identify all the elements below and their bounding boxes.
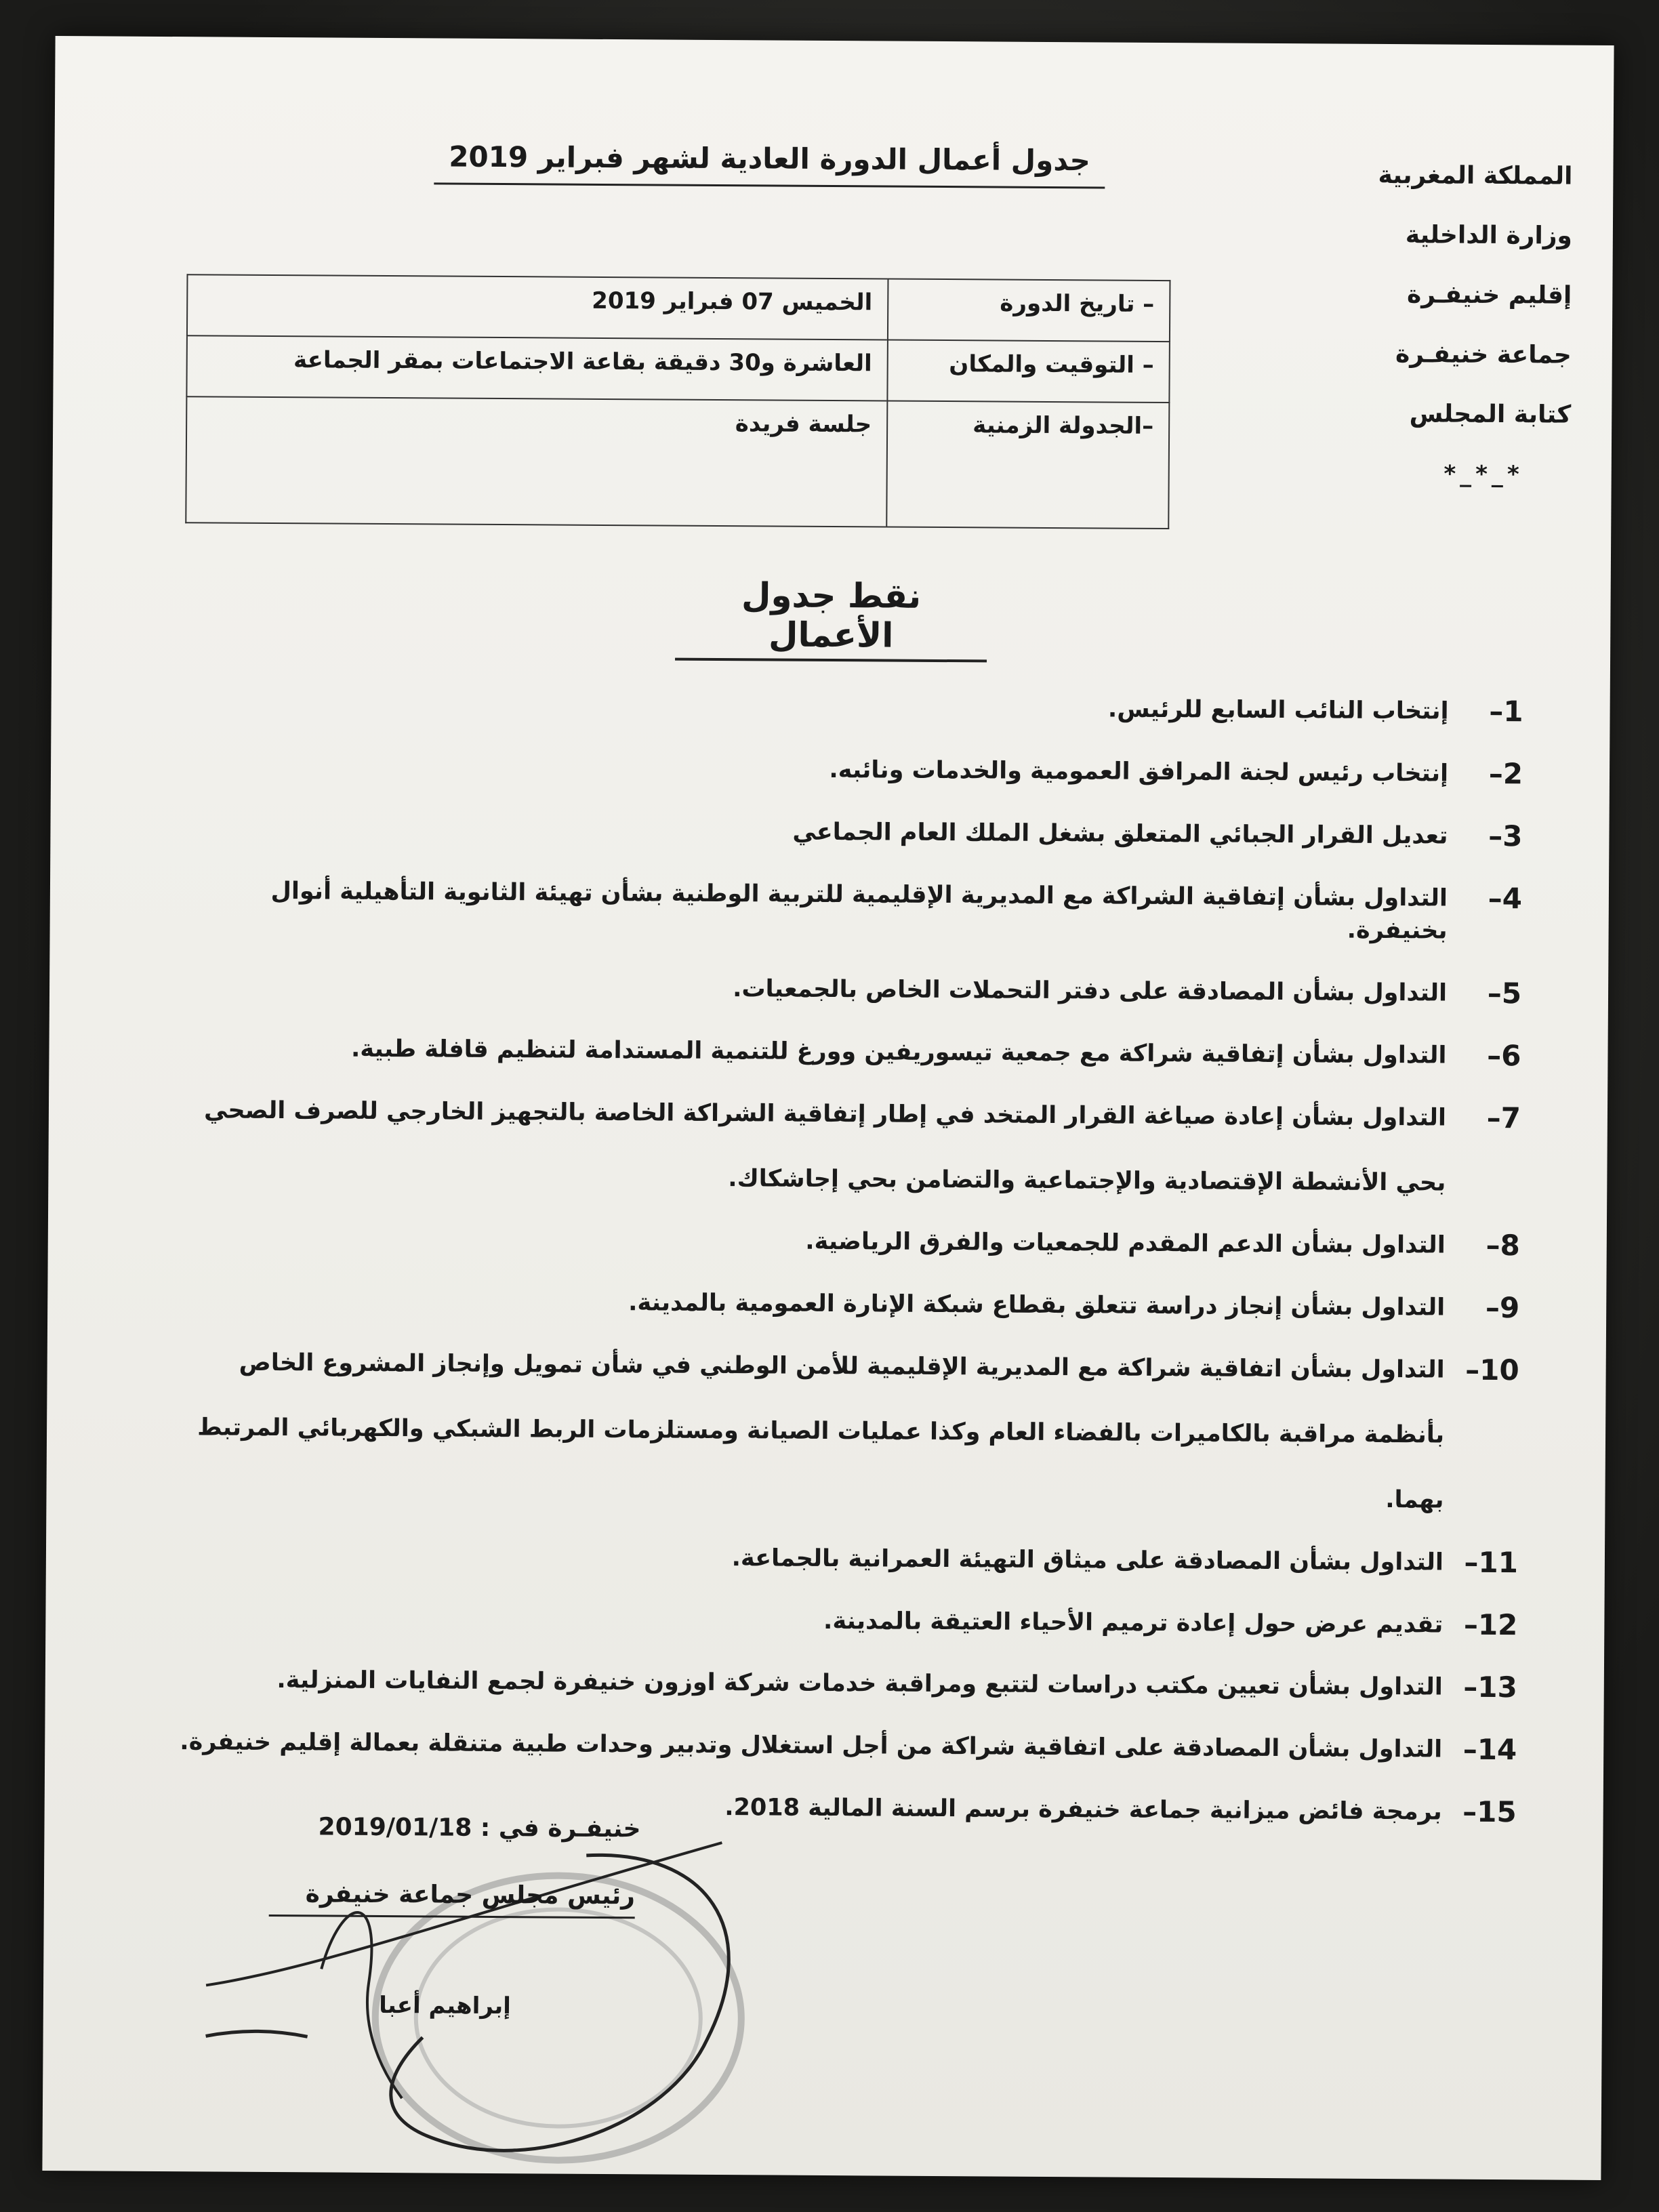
table-row [186, 335, 1170, 403]
document-page [42, 36, 1614, 2180]
item-text: التداول بشأن المصادقة على دفتر التحملات الخاص بالجمعيات. [733, 975, 1448, 1007]
list-item [164, 1284, 1519, 1324]
list-item [163, 1538, 1518, 1579]
item-text: التداول بشأن تعيين مكتب دراسات لتتبع ومراقبة خدمات شركة اوزون خنيفرة لجمع النفايات المنزلية. [276, 1666, 1443, 1701]
item-number: 5– [1487, 976, 1522, 1010]
administrative-header [1326, 145, 1572, 504]
info-label: –الجدولة الزمنية [886, 401, 1169, 529]
item-number: 1– [1489, 694, 1523, 729]
item-text: التداول بشأن إتفاقية الشراكة مع المديرية الإقليمية للتربية الوطنية بشأن تهيئة الثانوية التأهيلية أنوال بخنيفرة. [270, 877, 1448, 945]
agenda-title: نقط جدول الأعمال [675, 575, 987, 663]
signature-block [206, 1812, 641, 2020]
list-item [166, 969, 1521, 1010]
item-number: 7– [1486, 1101, 1521, 1135]
item-text: إنتخاب النائب السابع للرئيس. [1107, 695, 1449, 725]
info-label: – التوقيت والمكان [887, 340, 1170, 403]
item-text: التداول بشأن المصادقة على اتفاقية شراكة من أجل استغلال وتدبير وحدات طبية متنقلة بعمالة إقليم خنيفرة. [180, 1728, 1443, 1763]
item-text: التداول بشأن المصادقة على ميثاق التهيئة العمرانية بالجماعة. [731, 1544, 1444, 1576]
session-info-table [185, 274, 1170, 529]
header-province: إقليم خنيفـرة [1406, 281, 1572, 310]
item-number: 11– [1464, 1545, 1519, 1580]
signature-title: رئيس مجلس جماعة خنيفرة [269, 1880, 635, 1919]
list-item [165, 1221, 1520, 1262]
item-number: 15– [1462, 1795, 1517, 1829]
info-value: جلسة فريدة [186, 396, 887, 527]
signatory-name: إبراهيم أعبا [379, 1991, 512, 2020]
list-item [167, 750, 1523, 790]
list-item [163, 1330, 1519, 1533]
item-number: 12– [1463, 1607, 1518, 1642]
page-title: جدول أعمال الدورة العادية لشهر فبراير 2019 [434, 140, 1105, 188]
header-ministry: وزارة الداخلية [1405, 221, 1573, 250]
item-number: 4– [1488, 881, 1523, 916]
list-item [162, 1601, 1517, 1641]
item-number: 14– [1462, 1732, 1517, 1767]
item-text: التداول بشأن إعادة صياغة القرار المتخد في إطار إتفاقية الشراكة الخاصة بالتجهيز الخارجي للصرف الصحي بحي الأنشطة الإقتصادية والإجتماعية والتضامن بحي إجاشكاك. [203, 1097, 1447, 1197]
item-number: 6– [1487, 1038, 1521, 1073]
info-label: – تاريخ الدورة [888, 279, 1170, 342]
list-item [167, 812, 1522, 853]
item-text: التداول بشأن إنجاز دراسة تتعلق بقطاع شبكة الإنارة العمومية بالمدينة. [628, 1289, 1446, 1322]
info-value: الخميس 07 فبراير 2019 [187, 274, 888, 340]
list-item [161, 1725, 1517, 1766]
item-number: 13– [1463, 1670, 1517, 1704]
list-item [162, 1663, 1517, 1704]
list-item [167, 874, 1523, 947]
item-text: التداول بشأن الدعم المقدم للجمعيات والفرق الرياضية. [805, 1227, 1446, 1259]
item-text: إنتخاب رئيس لجنة المرافق العمومية والخدمات ونائبه. [829, 756, 1449, 787]
signature-place-date: خنيفـرة في : 2019/01/18 [318, 1813, 641, 1843]
header-kingdom: المملكة المغربية [1378, 161, 1573, 190]
item-text: التداول بشأن إتفاقية شراكة مع جمعية تيسوريفين وورغ للتنمية المستدامة لتنظيم قافلة طبية. [350, 1035, 1447, 1069]
table-row [187, 274, 1170, 342]
agenda-list [161, 687, 1523, 1858]
item-text: برمجة فائض ميزانية جماعة خنيفرة برسم السنة المالية 2018. [724, 1794, 1442, 1826]
item-text: تقديم عرض حول إعادة ترميم الأحياء العتيقة بالمدينة. [823, 1607, 1443, 1639]
item-text: التداول بشأن اتفاقية شراكة مع المديرية الإقليمية للأمن الوطني في شأن تمويل وإنجاز المشروع الخاص بأنظمة مراقبة بالكاميرات بالفضاء العام وكذا عمليات الصيانة ومستلزمات الربط الشبكي والكهربائي المرتبط بهما. [197, 1349, 1445, 1514]
item-number: 10– [1465, 1353, 1519, 1387]
signature-tail [206, 2031, 308, 2036]
table-row [186, 396, 1169, 529]
header-stars: *_*_* [1443, 460, 1523, 489]
list-item [165, 1031, 1521, 1072]
item-number: 9– [1485, 1290, 1520, 1325]
info-value: العاشرة و30 دقيقة بقاعة الاجتماعات بمقر الجماعة [186, 335, 888, 401]
list-item [167, 687, 1523, 728]
item-number: 8– [1486, 1228, 1520, 1263]
item-text: تعديل القرار الجبائي المتعلق بشغل الملك العام الجماعي [792, 818, 1448, 850]
item-number: 3– [1488, 819, 1523, 853]
item-number: 2– [1488, 756, 1523, 791]
header-commune: جماعة خنيفـرة [1395, 340, 1572, 369]
list-item [165, 1078, 1521, 1216]
header-office: كتابة المجلس [1409, 400, 1572, 429]
